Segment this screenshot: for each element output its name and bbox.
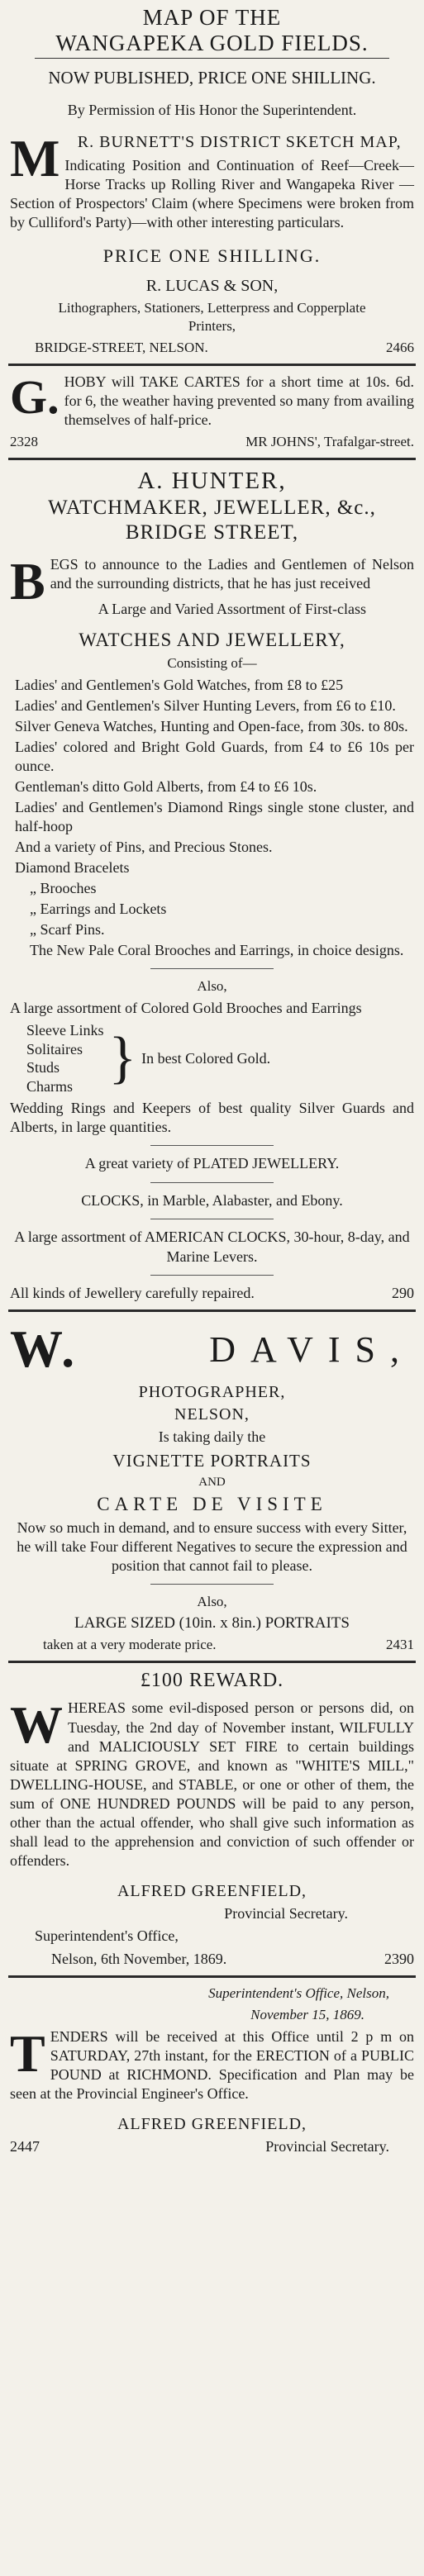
davis-title: PHOTOGRAPHER,	[138, 1383, 286, 1402]
ad-hoby	[0, 370, 424, 451]
list-item: The New Pale Coral Brooches and Earrings, in choice designs.	[30, 942, 404, 959]
list-item: And a variety of Pins, and Precious Stones.	[15, 838, 273, 855]
hoby-ref: 2328	[10, 434, 38, 450]
tenders-signer: ALFRED GREENFIELD,	[117, 2115, 307, 2134]
davis-and: AND	[198, 1475, 226, 1489]
hunter-watches: WATCHES AND JEWELLERY,	[79, 629, 345, 650]
davis-place: NELSON,	[174, 1405, 250, 1424]
reward-drop-cap: W	[10, 1695, 63, 1755]
list-item: Ladies' and Gentlemen's Diamond Rings single stone cluster, and half-hoop	[15, 798, 414, 834]
list-item: „ Brooches	[30, 880, 97, 897]
short-divider	[150, 1275, 274, 1276]
divider	[8, 1661, 416, 1663]
hunter-trade: WATCHMAKER, JEWELLER, &c.,	[48, 497, 376, 520]
list-item: „ Earrings and Lockets	[30, 901, 167, 918]
map-firm: R. LUCAS & SON,	[145, 276, 279, 295]
short-divider	[150, 1182, 274, 1183]
hunter-drop-cap: B	[10, 552, 45, 611]
davis-name: DAVIS,	[209, 1328, 414, 1370]
list-item: Ladies' and Gentlemen's Gold Watches, from £8 to £25	[15, 676, 344, 693]
reward-date: Nelson, 6th November, 1869.	[51, 1950, 227, 1967]
hunter-american: A large assortment of AMERICAN CLOCKS, 30-hour, 8-day, and Marine Levers.	[14, 1229, 410, 1265]
list-item: Solitaires	[26, 1040, 83, 1057]
list-item: Studs	[26, 1059, 60, 1077]
hunter-ref: 290	[392, 1284, 414, 1301]
tenders-body: ENDERS will be received at this Office until 2 p m on SATURDAY, 27th instant, for the ERECTION of a PUBLIC POUND at RICHMOND. Specification and Plan may be seen at the Provincial Engineer's Office.	[10, 2028, 414, 2103]
map-price: PRICE ONE SHILLING.	[102, 245, 322, 266]
map-permission: By Permission of His Honor the Superintendent.	[67, 102, 357, 119]
short-divider	[150, 968, 274, 969]
brace-glyph: }	[108, 1026, 137, 1091]
map-body: Indicating Position and Continuation of Reef—Creek—Horse Tracks up Rolling River and Wangapeka River — Section of Prospectors' Claim (where Specimens were broken from by Culliford's Party)—with other interesting particulars.	[10, 156, 414, 231]
hunter-clocks: CLOCKS, in Marble, Alabaster, and Ebony.	[81, 1191, 343, 1209]
map-firm-desc: Lithographers, Stationers, Letterpress and Copperplate Printers,	[58, 299, 366, 334]
tenders-ref: 2447	[10, 2138, 40, 2155]
tenders-date: November 15, 1869.	[250, 2007, 364, 2023]
davis-ref: 2431	[386, 1637, 414, 1653]
ad-map	[0, 0, 424, 357]
hunter-brace-group	[10, 1021, 414, 1096]
ad-tenders	[0, 1984, 424, 2157]
list-item: Diamond Bracelets	[15, 859, 130, 876]
list-item: Ladies' and Gentlemen's Silver Hunting Levers, from £6 to £10.	[15, 696, 396, 714]
reward-office: Superintendent's Office,	[35, 1927, 179, 1945]
davis-w: W.	[10, 1319, 79, 1379]
tenders-role: Provincial Secretary.	[265, 2138, 389, 2155]
hoby-drop-cap: G.	[10, 370, 60, 425]
map-title-line1: MAP OF THE	[142, 5, 282, 30]
hunter-colored-gold: A large assortment of Colored Gold Brooches and Earrings	[10, 1000, 362, 1017]
hunter-name: A. HUNTER,	[137, 468, 287, 495]
tenders-office: Superintendent's Office, Nelson,	[208, 1984, 389, 2001]
list-item: Ladies' colored and Bright Gold Guards, from £4 to £6 10s per ounce.	[15, 738, 414, 774]
reward-role: Provincial Secretary.	[224, 1904, 348, 1922]
davis-vignette: VIGNETTE PORTRAITS	[112, 1450, 312, 1471]
hunter-street: BRIDGE STREET,	[125, 521, 299, 544]
davis-also: Also,	[197, 1594, 227, 1610]
hunter-items	[10, 676, 414, 960]
hunter-plated: A great variety of PLATED JEWELLERY.	[84, 1155, 340, 1172]
divider	[8, 364, 416, 366]
map-address: BRIDGE-STREET, NELSON.	[35, 340, 208, 356]
hunter-assortment: A Large and Varied Assortment of First-class	[98, 601, 366, 618]
hoby-location: MR JOHNS', Trafalgar-street.	[245, 434, 414, 450]
divider	[8, 1309, 416, 1312]
hunter-brace-text: In best Colored Gold.	[141, 1050, 271, 1067]
list-item: Sleeve Links	[26, 1022, 104, 1039]
reward-title: £100 REWARD.	[140, 1670, 284, 1692]
davis-large: LARGE SIZED (10in. x 8in.) PORTRAITS	[74, 1614, 350, 1633]
davis-taken: taken at a very moderate price.	[43, 1637, 217, 1653]
list-item: Charms	[26, 1077, 73, 1095]
map-ref: 2466	[386, 340, 414, 356]
reward-ref: 2390	[384, 1950, 414, 1967]
map-title-line2: WANGAPEKA GOLD FIELDS.	[35, 31, 389, 59]
hunter-intro: EGS to announce to the Ladies and Gentlemen of Nelson and the surrounding districts, that he has just received	[50, 556, 414, 592]
reward-body: HEREAS some evil-disposed person or persons did, on Tuesday, the 2nd day of November instant, WILFULLY and MALICIOUSLY SET FIRE to certain buildings situate at SPRING GROVE, and known as "WHITE'S MILL," DWELLING-HOUSE, and STABLE, or one or other of them, the sum of ONE HUNDRED POUNDS will be paid to any person, other than the actual offender, who shall give such information as shall lead to the apprehension and conviction of such offender or offenders.	[10, 1699, 414, 1869]
hoby-text: HOBY will TAKE CARTES for a short time at 10s. 6d. for 6, the weather having prevented so many from availing themselves of half-price.	[64, 373, 414, 429]
tenders-drop-cap: T	[10, 2024, 45, 2084]
divider	[8, 458, 416, 460]
map-published: NOW PUBLISHED, PRICE ONE SHILLING.	[48, 68, 376, 88]
hunter-consisting: Consisting of—	[167, 654, 257, 671]
divider	[8, 1975, 416, 1978]
list-item: Gentleman's ditto Gold Alberts, from £4 to £6 10s.	[15, 777, 317, 795]
davis-carte: CARTE DE VISITE	[97, 1494, 327, 1515]
map-drop-cap: M	[10, 128, 60, 188]
hunter-also: Also,	[197, 978, 227, 995]
reward-signer: ALFRED GREENFIELD,	[117, 1881, 307, 1900]
list-item: Silver Geneva Watches, Hunting and Open-face, from 30s. to 80s.	[15, 717, 408, 734]
short-divider	[150, 1145, 274, 1146]
hunter-repaired: All kinds of Jewellery carefully repaired.	[10, 1284, 255, 1301]
ad-reward	[0, 1670, 424, 1968]
short-divider	[150, 1584, 274, 1585]
list-item: „ Scarf Pins.	[30, 921, 105, 939]
hunter-wedding: Wedding Rings and Keepers of best quality Silver Guards and Alberts, in large quantities.	[10, 1100, 414, 1136]
ad-davis	[0, 1319, 424, 1654]
map-heading: R. BURNETT'S DISTRICT SKETCH MAP,	[77, 132, 402, 151]
davis-body: Now so much in demand, and to ensure success with every Sitter, he will take Four different Negatives to secure the expression and position that cannot fail to please.	[17, 1519, 407, 1575]
davis-taking: Is taking daily the	[158, 1428, 266, 1446]
ad-hunter	[0, 467, 424, 1303]
